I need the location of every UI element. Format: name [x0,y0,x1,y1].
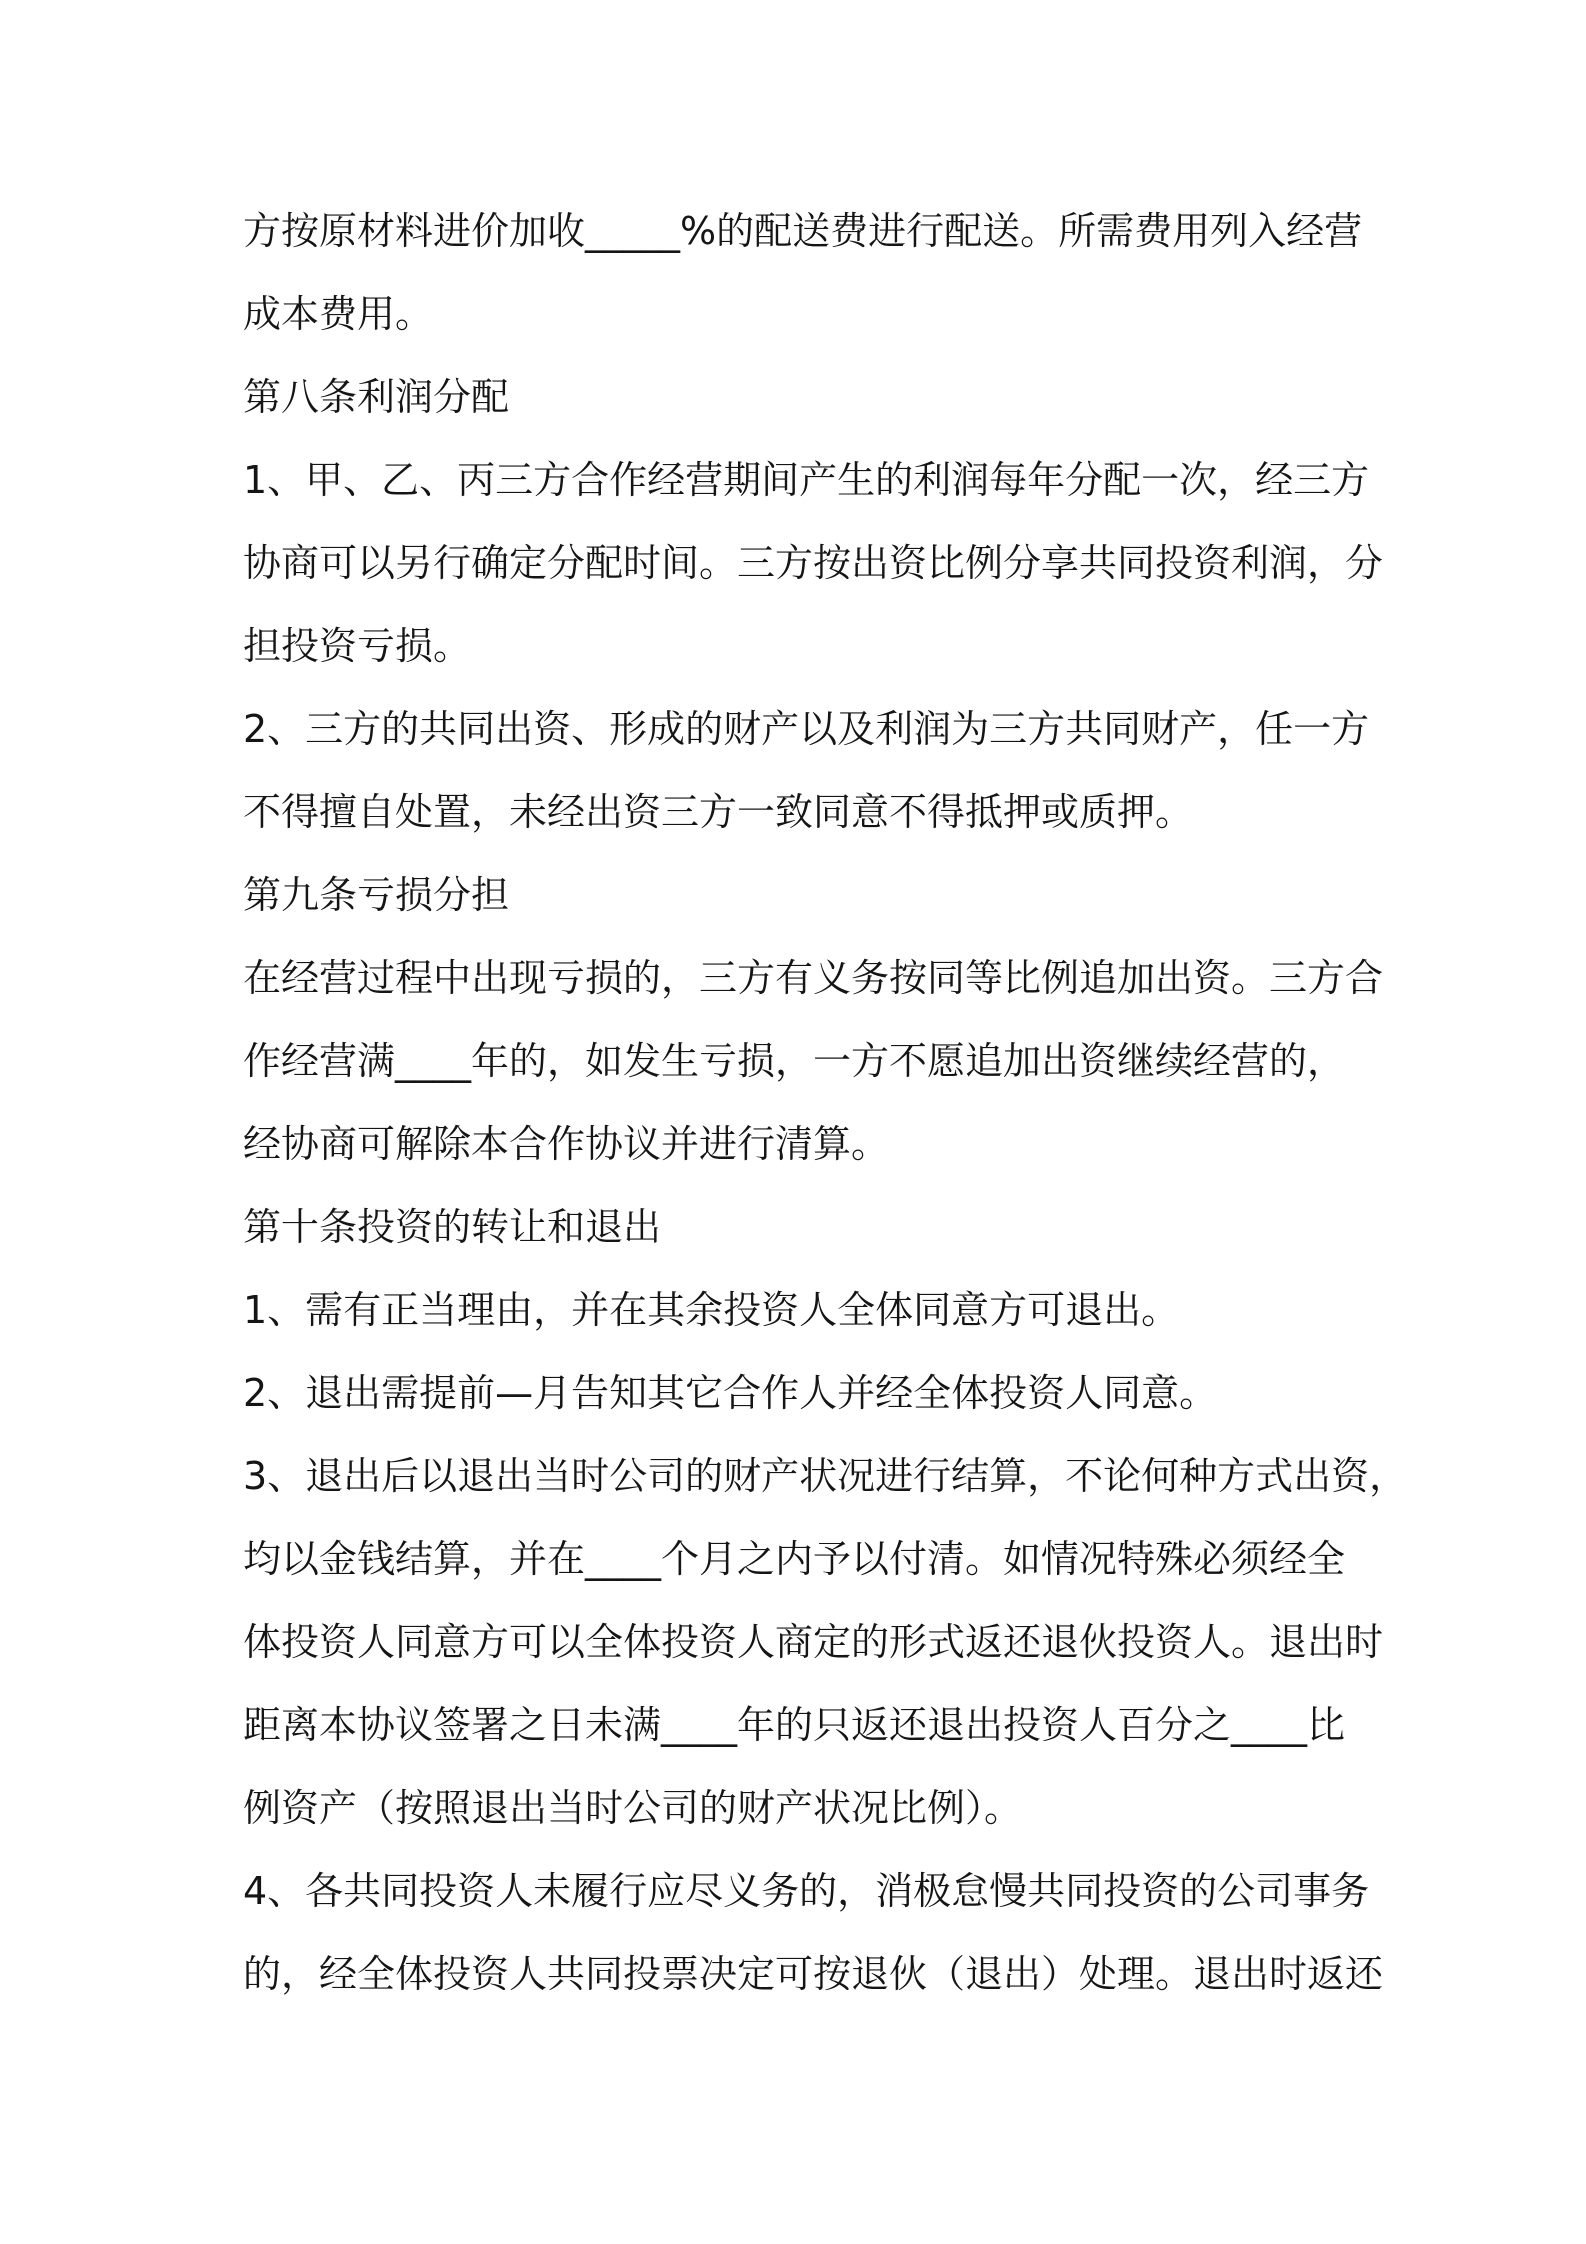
text-line-11: 作经营满____年的，如发生亏损，一方不愿追加出资继续经营的， [243,1039,1346,1083]
text-line-14: 1、需有正当理由，并在其余投资人全体同意方可退出。 [243,1288,1180,1332]
text-line-8: 不得擅自处置，未经出资三方一致同意不得抵押或质押。 [243,790,1194,834]
text-line-16: 3、退出后以退出当时公司的财产状况进行结算，不论何种方式出资， [243,1454,1408,1498]
text-line-7: 2、三方的共同出资、形成的财产以及利润为三方共同财产，任一方 [243,707,1370,751]
text-line-22: 的，经全体投资人共同投票决定可按退伙（退出）处理。退出时返还 [243,1952,1384,1996]
text-line-21: 4、各共同投资人未履行应尽义务的，消极怠慢共同投资的公司事务 [243,1869,1370,1913]
text-line-5: 协商可以另行确定分配时间。三方按出资比例分享共同投资利润，分 [243,541,1384,585]
text-line-4: 1、甲、乙、丙三方合作经营期间产生的利润每年分配一次，经三方 [243,458,1370,502]
text-line-19: 距离本协议签署之日未满____年的只返还退出投资人百分之____比 [243,1703,1346,1747]
text-line-20: 例资产（按照退出当时公司的财产状况比例）。 [243,1786,1023,1830]
section-heading-article-9: 第九条亏损分担 [243,873,510,917]
text-line-2: 成本费用。 [243,292,434,336]
text-line-12: 经协商可解除本合作协议并进行清算。 [243,1122,890,1166]
text-line-1: 方按原材料进价加收_____%的配送费进行配送。所需费用列入经营 [243,209,1363,253]
text-line-17: 均以金钱结算，并在____个月之内予以付清。如情况特殊必须经全 [243,1537,1346,1581]
section-heading-article-10: 第十条投资的转让和退出 [243,1205,662,1249]
text-line-18: 体投资人同意方可以全体投资人商定的形式返还退伙投资人。退出时 [243,1620,1384,1664]
text-line-6: 担投资亏损。 [243,624,472,668]
text-line-10: 在经营过程中出现亏损的，三方有义务按同等比例追加出资。三方合 [243,956,1384,1000]
text-line-15: 2、退出需提前—月告知其它合作人并经全体投资人同意。 [243,1371,1218,1415]
section-heading-article-8: 第八条利润分配 [243,375,510,419]
